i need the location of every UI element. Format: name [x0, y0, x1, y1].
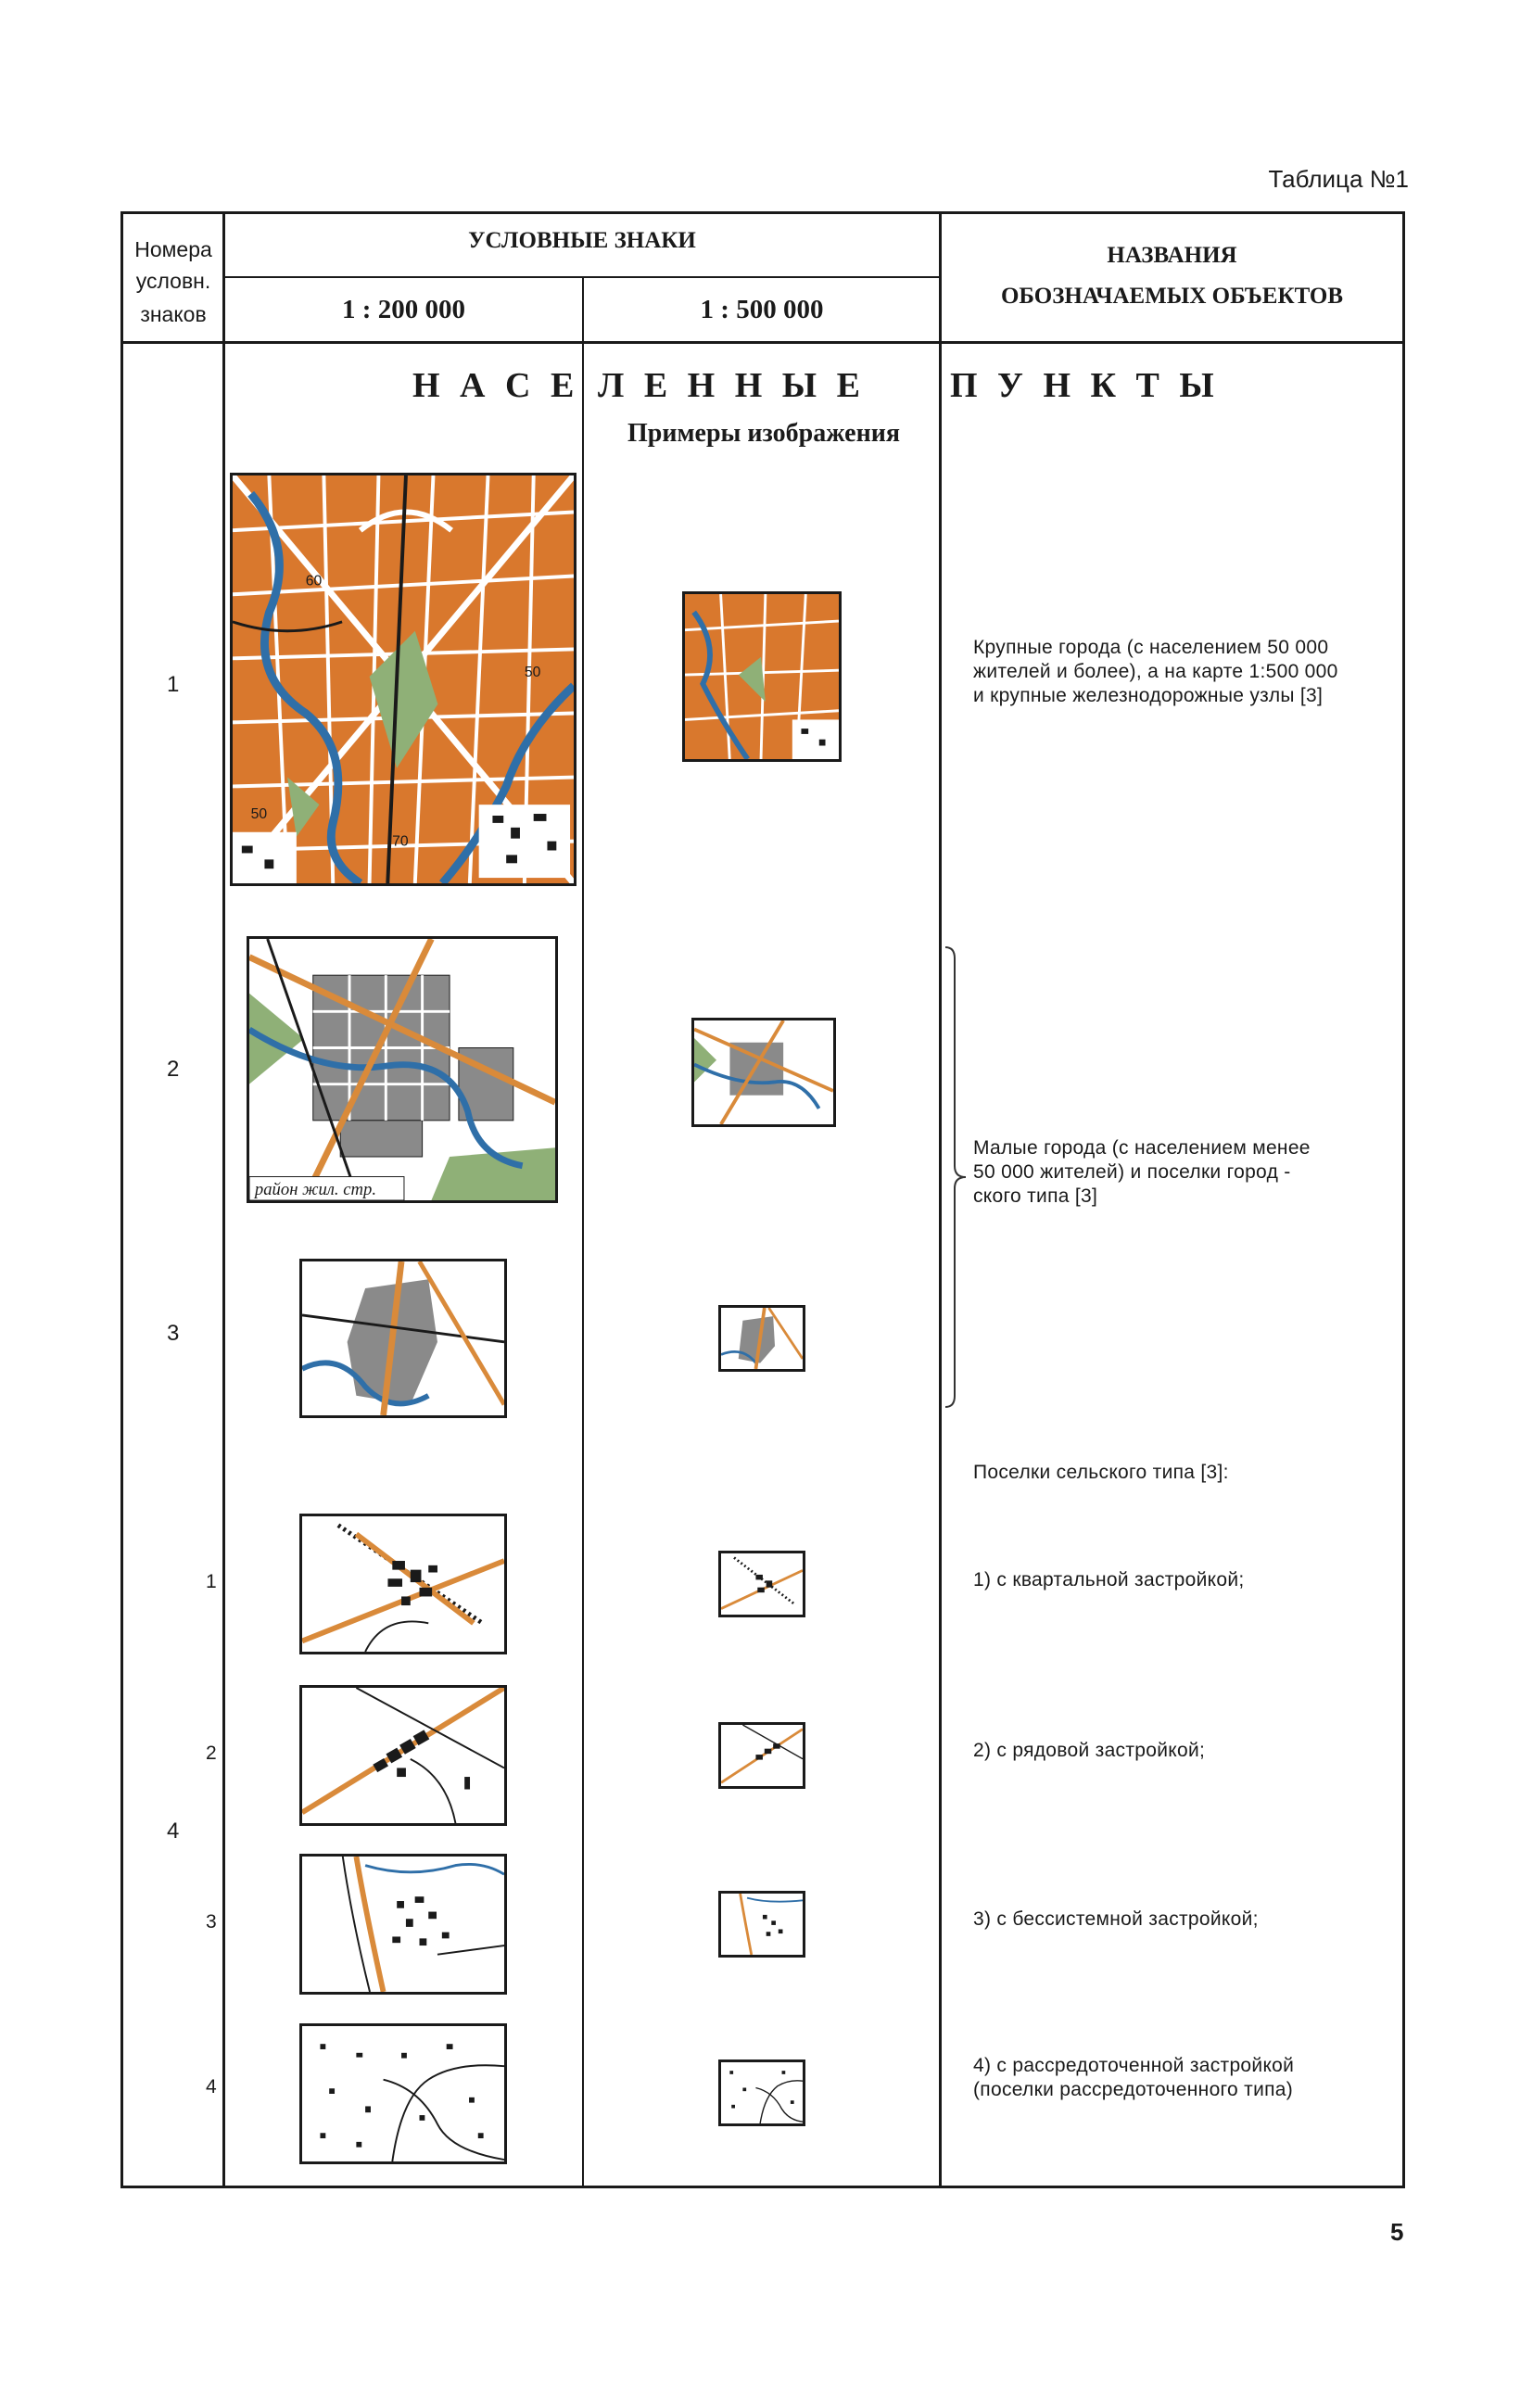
- map-small-town-500k: [691, 1018, 836, 1127]
- row23-description: Малые города (с населением менее 50 000 жителей) и поселки город - ского типа [3]: [973, 1137, 1311, 1207]
- map-town-type3-500k: [718, 1305, 805, 1372]
- row4-sub1-description: 1) с квартальной застройкой;: [973, 1569, 1245, 1591]
- header-signs: УСЛОВНЫЕ ЗНАКИ: [468, 228, 696, 253]
- row4-sub2-description: 2) с рядовой застройкой;: [973, 1740, 1206, 1761]
- sub-number-2: 2: [206, 1743, 217, 1764]
- section-title-mid: Л Е Н Н Ы Е: [598, 366, 866, 405]
- row4-sub4-description: 4) с рассредоточенной застройкой (поселки рассредоточенного типа): [973, 2055, 1295, 2100]
- section-subtitle: Примеры изображения: [627, 419, 900, 448]
- row4-heading: Поселки сельского типа [3]:: [973, 1462, 1229, 1483]
- map-small-town-200k: [247, 936, 558, 1203]
- header-names-line1: НАЗВАНИЯ: [1107, 243, 1237, 268]
- sub-number-3: 3: [206, 1911, 217, 1933]
- map-rural-block-200k: [299, 1514, 507, 1654]
- map-large-city-200k: [230, 473, 576, 886]
- header-numbers-line2: условн.: [135, 269, 211, 293]
- map-large-city-500k: [682, 591, 842, 762]
- row-number-4: 4: [167, 1819, 180, 1844]
- row-number-2: 2: [167, 1057, 180, 1082]
- map-town-type3-200k: [299, 1259, 507, 1418]
- map-label-50b: 50: [250, 805, 268, 822]
- map-label-60: 60: [305, 573, 323, 589]
- row1-description: Крупные города (с населением 50 000 жителей и более), а на карте 1:500 000 и крупные железнодорожные узлы [3]: [973, 637, 1338, 706]
- map-label-district: район жил. стр.: [254, 1180, 376, 1200]
- header-numbers-line1: Номера: [134, 237, 212, 261]
- section-title-right: П У Н К Т Ы: [950, 366, 1220, 405]
- header-numbers-line3: знаков: [140, 302, 207, 326]
- map-label-70: 70: [392, 833, 409, 850]
- row-number-3: 3: [167, 1321, 180, 1346]
- map-rural-irregular-200k: [299, 1854, 507, 1995]
- map-rural-dispersed-200k: [299, 2023, 507, 2164]
- row4-sub3-description: 3) с бессистемной застройкой;: [973, 1908, 1259, 1930]
- section-title-left: Н А С Е: [412, 366, 580, 405]
- header-scale-500: 1 : 500 000: [700, 295, 824, 324]
- page-number: 5: [1390, 2218, 1404, 2246]
- map-rural-row-500k: [718, 1722, 805, 1789]
- sub-number-4: 4: [206, 2076, 217, 2097]
- map-rural-irregular-500k: [718, 1891, 805, 1958]
- table-label: Таблица №1: [1268, 165, 1409, 193]
- row-number-1: 1: [167, 672, 180, 697]
- header-scale-200: 1 : 200 000: [342, 295, 465, 324]
- map-rural-dispersed-500k: [718, 2059, 805, 2126]
- header-names-line2: ОБОЗНАЧАЕМЫХ ОБЪЕКТОВ: [1000, 284, 1344, 309]
- sub-number-1: 1: [206, 1571, 217, 1592]
- map-label-50a: 50: [524, 665, 541, 681]
- brace-rows-2-3: [938, 945, 975, 1409]
- map-rural-row-200k: [299, 1685, 507, 1826]
- map-rural-block-500k: [718, 1551, 805, 1617]
